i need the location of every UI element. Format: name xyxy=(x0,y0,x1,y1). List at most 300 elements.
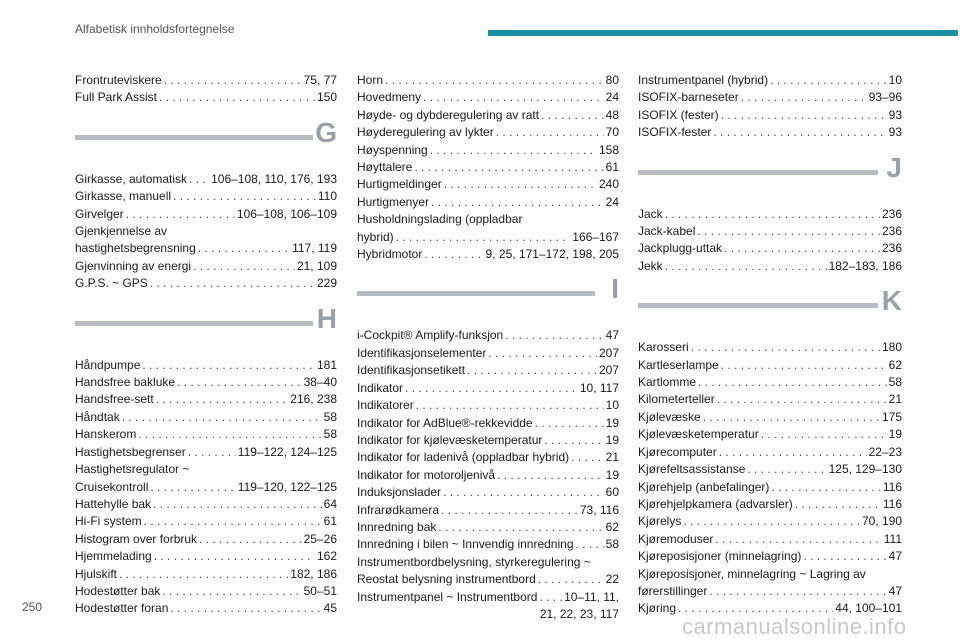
index-entry xyxy=(357,211,619,246)
index-entry xyxy=(638,566,902,601)
index-entry-term: Jack-kabel xyxy=(638,224,696,239)
index-entry-row xyxy=(357,589,619,606)
index-entry-row xyxy=(638,409,902,426)
index-entry-term: Høyde- og dybderegulering av ratt xyxy=(357,107,540,122)
index-entry-row xyxy=(638,240,902,257)
index-entry-row xyxy=(638,548,902,565)
index-entry-row xyxy=(638,531,902,548)
dot-leader xyxy=(414,159,603,176)
index-entry-pages: 182–183, 186 xyxy=(828,258,902,273)
index-entry xyxy=(357,124,619,141)
index-entry-pages: 80 xyxy=(605,73,619,87)
index-entry xyxy=(357,467,619,484)
index-entry xyxy=(638,513,902,530)
index-entry-pages: 93–96 xyxy=(868,90,902,105)
dot-leader xyxy=(142,357,315,374)
index-column-1 xyxy=(75,72,337,618)
index-entry-row xyxy=(357,124,619,141)
dot-leader xyxy=(162,583,301,600)
index-entry-row xyxy=(638,461,902,478)
index-entry xyxy=(638,89,902,106)
dot-leader xyxy=(188,444,236,461)
dot-leader xyxy=(467,362,597,379)
index-entry xyxy=(75,357,337,374)
dot-leader xyxy=(719,444,867,461)
dot-leader xyxy=(747,461,826,478)
index-entry-row xyxy=(638,479,902,496)
index-entry-term: Indikator for kjølevæsketemperatur xyxy=(357,432,543,447)
index-entry-pages: 93 xyxy=(888,125,902,140)
index-entry-pages: 93 xyxy=(888,107,902,122)
index-entry-term: Kjøremoduser xyxy=(638,531,714,546)
index-entry xyxy=(75,206,337,223)
index-entry-pages: 9, 25, 171–172, 198, 205 xyxy=(485,247,619,262)
index-entry xyxy=(75,72,337,89)
dot-leader xyxy=(717,391,887,408)
index-entry-pages: 158 xyxy=(598,142,619,157)
dot-leader xyxy=(697,223,880,240)
index-entry-pages: 117, 119 xyxy=(292,241,337,256)
index-entry-row xyxy=(75,72,337,89)
index-entry-row xyxy=(638,258,902,275)
index-entry-row xyxy=(75,275,337,292)
index-entry-term: Håndtak xyxy=(75,409,120,424)
index-entry xyxy=(638,444,902,461)
index-entry-term: i-Cockpit® Amplify-funksjon xyxy=(357,328,504,343)
index-entry-pages: 64 xyxy=(323,496,337,511)
index-entry-row xyxy=(357,142,619,159)
index-entry xyxy=(357,142,619,159)
index-entry-term: Kjørehjelpkamera (advarsler) xyxy=(638,496,793,511)
index-entry xyxy=(357,519,619,536)
index-entry-row xyxy=(638,107,902,124)
section-rule xyxy=(638,303,878,308)
index-entry xyxy=(638,496,902,513)
dot-leader xyxy=(199,531,302,548)
index-entry xyxy=(357,380,619,397)
index-entry xyxy=(357,246,619,263)
index-entry-row xyxy=(75,374,337,391)
dot-leader xyxy=(431,194,604,211)
index-entry xyxy=(75,496,337,513)
index-entry-term: Indikator for AdBlue®-rekkevidde xyxy=(357,415,533,430)
dot-leader xyxy=(423,89,604,106)
index-entry-row xyxy=(638,357,902,374)
index-entry-pages: 70, 190 xyxy=(861,514,902,529)
dot-leader xyxy=(444,176,597,193)
index-entry-row xyxy=(357,107,619,124)
index-entry xyxy=(75,89,337,106)
dot-leader xyxy=(724,240,880,257)
index-entry-pages: 111 xyxy=(883,531,902,546)
dot-leader xyxy=(443,484,604,501)
index-entry xyxy=(357,397,619,414)
index-entry xyxy=(75,188,337,205)
index-entry-term: ISOFIX-barneseter xyxy=(638,90,739,105)
index-entry-term: Kjørelys xyxy=(638,514,682,529)
index-entry xyxy=(638,107,902,124)
index-entry-term: Kartlomme xyxy=(638,375,697,390)
index-entry-pages: 240 xyxy=(598,177,619,192)
index-entry xyxy=(357,176,619,193)
index-entry-pages: 75, 77 xyxy=(303,73,337,87)
index-entry-pages: 21 xyxy=(888,392,902,407)
dot-leader xyxy=(170,600,321,617)
index-entry-row xyxy=(638,374,902,391)
index-entry-term: Instrumentpanel ~ Instrumentbord xyxy=(357,589,538,604)
index-entry xyxy=(638,548,902,565)
index-entry-pages: 24 xyxy=(605,194,619,209)
dot-leader xyxy=(496,124,604,141)
index-entry-row xyxy=(638,391,902,408)
index-entry-pages: 45 xyxy=(323,601,337,616)
dot-leader xyxy=(385,72,604,89)
index-entry-term: Jekk xyxy=(638,258,663,273)
dot-leader xyxy=(193,258,295,275)
index-entry xyxy=(357,327,619,344)
index-entry xyxy=(357,589,619,624)
index-entry xyxy=(638,461,902,478)
index-entry-row xyxy=(75,171,337,188)
index-entry-pages: 58 xyxy=(605,537,619,552)
index-entry-pages: 207 xyxy=(598,345,619,360)
section-rule xyxy=(638,170,878,175)
index-entry-row xyxy=(75,600,337,617)
dot-leader xyxy=(541,107,604,124)
index-entry-term: Full Park Assist xyxy=(75,90,158,105)
index-entry-pages: 61 xyxy=(605,160,619,175)
dot-leader xyxy=(761,426,887,443)
dot-leader xyxy=(539,589,562,606)
index-entry xyxy=(357,194,619,211)
index-entry-row xyxy=(357,432,619,449)
index-entry-row xyxy=(357,194,619,211)
index-entry-term: Hi-Fi system xyxy=(75,514,142,529)
index-entry xyxy=(638,391,902,408)
section-divider xyxy=(638,152,902,198)
index-entry xyxy=(357,554,619,589)
index-entry xyxy=(357,159,619,176)
index-entry-pages: 207 xyxy=(598,363,619,378)
index-entry-pages: 58 xyxy=(323,427,337,442)
index-entry-pages: 44, 100–101 xyxy=(835,601,902,616)
index-entry xyxy=(357,362,619,379)
dot-leader xyxy=(488,345,597,362)
index-entry-row xyxy=(638,206,902,223)
index-entry-row xyxy=(357,229,619,246)
index-entry xyxy=(75,444,337,461)
index-entry-row xyxy=(638,339,902,356)
index-entry-row xyxy=(357,397,619,414)
index-entry-term: Høyspenning xyxy=(357,142,428,157)
index-entry xyxy=(357,89,619,106)
dot-leader xyxy=(164,72,302,89)
index-entry-row xyxy=(357,415,619,432)
index-entry-row xyxy=(638,72,902,89)
dot-leader xyxy=(138,426,321,443)
index-column-3 xyxy=(638,72,902,618)
header-accent-bar xyxy=(488,30,958,36)
index-entry-row xyxy=(357,362,619,379)
index-entry-row xyxy=(357,159,619,176)
dot-leader xyxy=(153,496,322,513)
index-entry-term: Hodestøtter bak xyxy=(75,583,161,598)
index-entry-row xyxy=(75,206,337,223)
index-entry-term: ISOFIX (fester) xyxy=(638,107,719,122)
index-entry-pages: 106–108, 110, 176, 193 xyxy=(211,171,337,186)
index-entry-prefix: Kjøreposisjoner, minnelagring ~ Lagring av xyxy=(638,566,866,581)
index-entry-pages: 38–40 xyxy=(303,375,337,390)
index-entry-term: Kjørehjelp (anbefalinger) xyxy=(638,479,770,494)
dot-leader xyxy=(126,206,235,223)
index-entry xyxy=(638,409,902,426)
dot-leader xyxy=(441,502,578,519)
index-entry-term: Infrarødkamera xyxy=(357,502,440,517)
index-entry-term: Håndpumpe xyxy=(75,357,141,372)
index-entry-row xyxy=(357,380,619,397)
section-letter: K xyxy=(881,285,902,317)
index-entry-term: Hattehylle bak xyxy=(75,496,152,511)
dot-leader xyxy=(715,531,881,548)
index-entry-pages: 21, 109 xyxy=(296,258,337,273)
index-entry-row xyxy=(638,444,902,461)
index-entry-pages: 10 xyxy=(888,73,902,87)
index-entry-row xyxy=(638,583,902,600)
index-entry xyxy=(638,124,902,141)
dot-leader xyxy=(538,571,604,588)
index-entry-row xyxy=(638,513,902,530)
index-entry-term: Kjøreposisjoner (minnelagring) xyxy=(638,549,802,564)
index-entry-pages: 62 xyxy=(605,519,619,534)
index-entry-row xyxy=(638,89,902,106)
dot-leader xyxy=(396,229,571,246)
dot-leader xyxy=(665,258,827,275)
index-entry-term: Høyderegulering av lykter xyxy=(357,125,494,140)
index-entry-term: Girkasse, manuell xyxy=(75,189,172,204)
index-entry-pages: 150 xyxy=(316,90,337,105)
index-entry-pages: 182, 186 xyxy=(290,566,337,581)
index-entry-term: Hurtigmeldinger xyxy=(357,177,442,192)
index-entry xyxy=(75,426,337,443)
index-entry-row xyxy=(357,246,619,263)
dot-leader xyxy=(159,89,315,106)
index-entry-row xyxy=(357,571,619,588)
index-entry-term: Kjølevæske xyxy=(638,409,701,424)
index-entry xyxy=(75,391,337,408)
index-entry-term: Girkasse, automatisk xyxy=(75,171,188,186)
index-entry-row xyxy=(638,426,902,443)
page-header-title: Alfabetisk innholdsfortegnelse xyxy=(75,22,235,36)
index-entry-term: Identifikasjonsetikett xyxy=(357,363,466,378)
index-entry-row xyxy=(75,188,337,205)
index-entry-term: Kjørecomputer xyxy=(638,444,717,459)
index-entry-pages: 73, 116 xyxy=(579,502,619,517)
index-entry-pages: 236 xyxy=(881,206,902,221)
index-entry-term: Cruisekontroll xyxy=(75,479,149,494)
index-entry xyxy=(357,449,619,466)
index-entry-prefix: Instrumentbordbelysning, styrkeregulering ~ xyxy=(357,554,591,569)
dot-leader xyxy=(173,188,316,205)
dot-leader xyxy=(571,449,604,466)
index-entry-row xyxy=(75,531,337,548)
index-entry-pages: 48 xyxy=(605,107,619,122)
index-entry xyxy=(75,583,337,600)
section-letter: H xyxy=(316,302,337,334)
index-entry-pages: 19 xyxy=(605,415,619,430)
index-entry-pages: 106–108, 106–109 xyxy=(236,206,337,221)
section-rule xyxy=(75,135,313,140)
index-entry-term: Hastighetsbegrenser xyxy=(75,444,186,459)
section-rule xyxy=(357,291,595,296)
index-entry-term: Handsfree-sett xyxy=(75,392,154,407)
dot-leader xyxy=(122,409,322,426)
index-entry-row xyxy=(75,409,337,426)
index-entry xyxy=(638,206,902,223)
dot-leader xyxy=(154,548,315,565)
index-entry-pages: 47 xyxy=(605,328,619,343)
index-entry-term: Høyttalere xyxy=(357,160,413,175)
index-entry-term: Kjøring xyxy=(638,601,677,616)
dot-leader xyxy=(709,583,886,600)
index-entry-pages: 119–122, 124–125 xyxy=(237,444,337,459)
index-entry-prefix: Hastighetsregulator ~ xyxy=(75,462,190,477)
dot-leader xyxy=(438,519,603,536)
dot-leader xyxy=(721,107,887,124)
index-entry-pages: 236 xyxy=(881,241,902,256)
index-entry-row xyxy=(638,496,902,513)
index-entry-pages: 166–167 xyxy=(572,229,619,244)
index-entry-row xyxy=(357,327,619,344)
index-entry-term: hybrid) xyxy=(357,229,394,244)
index-entry-prefix: Gjenkjennelse av xyxy=(75,224,168,239)
index-entry xyxy=(357,107,619,124)
index-entry xyxy=(638,258,902,275)
index-entry-row xyxy=(75,496,337,513)
index-entry-pages: 236 xyxy=(881,224,902,239)
index-entry-row xyxy=(638,124,902,141)
index-entry-term: Kjørefeltsassistanse xyxy=(638,462,746,477)
dot-leader xyxy=(198,240,290,257)
index-entry xyxy=(75,171,337,188)
index-entry-term: Hurtigmenyer xyxy=(357,194,430,209)
index-entry-pages: 58 xyxy=(323,409,337,424)
index-entry xyxy=(75,548,337,565)
dot-leader xyxy=(144,513,322,530)
index-entry-pages: 119–120, 122–125 xyxy=(237,479,337,494)
index-entry xyxy=(357,536,619,553)
index-entry-term: førerstillinger xyxy=(638,583,708,598)
index-entry-row xyxy=(357,345,619,362)
index-entry xyxy=(357,72,619,89)
section-divider xyxy=(357,273,619,319)
watermark: carmanualsonline.info xyxy=(682,614,907,639)
index-entry-pages: 62 xyxy=(888,357,902,372)
dot-leader xyxy=(189,171,209,188)
index-entry-row xyxy=(357,449,619,466)
dot-leader xyxy=(405,380,578,397)
index-entry-term: Hovedmeny xyxy=(357,90,422,105)
index-entry-row xyxy=(75,583,337,600)
index-entry xyxy=(638,374,902,391)
index-entry-pages: 19 xyxy=(888,427,902,442)
index-entry-pages: 216, 238 xyxy=(290,392,337,407)
index-entry xyxy=(75,531,337,548)
section-letter: J xyxy=(886,151,902,183)
index-entry-term: Hanskerom xyxy=(75,427,137,442)
dot-leader xyxy=(691,339,880,356)
dot-leader xyxy=(535,415,604,432)
section-letter: G xyxy=(315,116,337,148)
index-entry-term: Girvelger xyxy=(75,206,124,221)
index-entry-term: Handsfree bakluke xyxy=(75,375,176,390)
index-column-2 xyxy=(357,72,619,623)
index-entry xyxy=(75,275,337,292)
index-entry-pages: 21 xyxy=(605,450,619,465)
index-entry-prefix: Husholdningslading (oppladbar xyxy=(357,212,523,227)
index-entry-pages: 22–23 xyxy=(868,444,902,459)
index-entry-row xyxy=(75,426,337,443)
dot-leader xyxy=(703,409,880,426)
index-entry-row xyxy=(357,519,619,536)
index-entry-pages: 162 xyxy=(316,549,337,564)
index-entry-pages: 110 xyxy=(317,189,337,204)
index-entry-term: ISOFIX-fester xyxy=(638,125,712,140)
index-entry xyxy=(75,566,337,583)
index-entry-row xyxy=(357,484,619,501)
index-entry-row xyxy=(357,72,619,89)
index-entry-pages: 25–26 xyxy=(303,531,337,546)
index-entry-term: Reostat belysning instrumentbord xyxy=(357,572,536,587)
index-entry-row xyxy=(75,566,337,583)
index-entry xyxy=(75,513,337,530)
section-letter: I xyxy=(611,273,619,305)
dot-leader xyxy=(505,327,603,344)
index-entry xyxy=(357,345,619,362)
dot-leader xyxy=(771,479,880,496)
index-entry-term: Hjulskift xyxy=(75,566,118,581)
index-entry xyxy=(75,223,337,258)
index-entry xyxy=(638,240,902,257)
index-entry-pages: 10, 117 xyxy=(579,380,619,395)
index-entry xyxy=(638,479,902,496)
section-rule xyxy=(75,321,313,326)
index-entry-term: Kjølevæsketemperatur xyxy=(638,427,759,442)
index-entry-pages: 70 xyxy=(605,125,619,140)
index-entry-row xyxy=(638,223,902,240)
section-divider xyxy=(75,117,337,163)
index-entry-pages: 58 xyxy=(888,375,902,390)
index-entry xyxy=(75,258,337,275)
dot-leader xyxy=(424,246,483,263)
index-entry-row xyxy=(357,502,619,519)
index-entry-pages: 10–11, 11, xyxy=(564,589,619,604)
index-entry-term: Karosseri xyxy=(638,340,689,355)
dot-leader xyxy=(665,206,880,223)
index-entry xyxy=(75,409,337,426)
index-entry-pages: 47 xyxy=(888,549,902,564)
index-entry-row xyxy=(75,513,337,530)
index-entry-row xyxy=(75,258,337,275)
index-entry-term: Indikator for ladenivå (oppladbar hybrid) xyxy=(357,450,570,465)
index-entry-row xyxy=(75,479,337,496)
index-entry-row xyxy=(75,89,337,106)
dot-leader xyxy=(770,72,887,89)
index-entry xyxy=(357,502,619,519)
index-entry-row xyxy=(75,240,337,257)
index-entry xyxy=(357,432,619,449)
index-entry-term: Innredning i bilen ~ Innvendig innredning xyxy=(357,537,574,552)
dot-leader xyxy=(544,432,603,449)
